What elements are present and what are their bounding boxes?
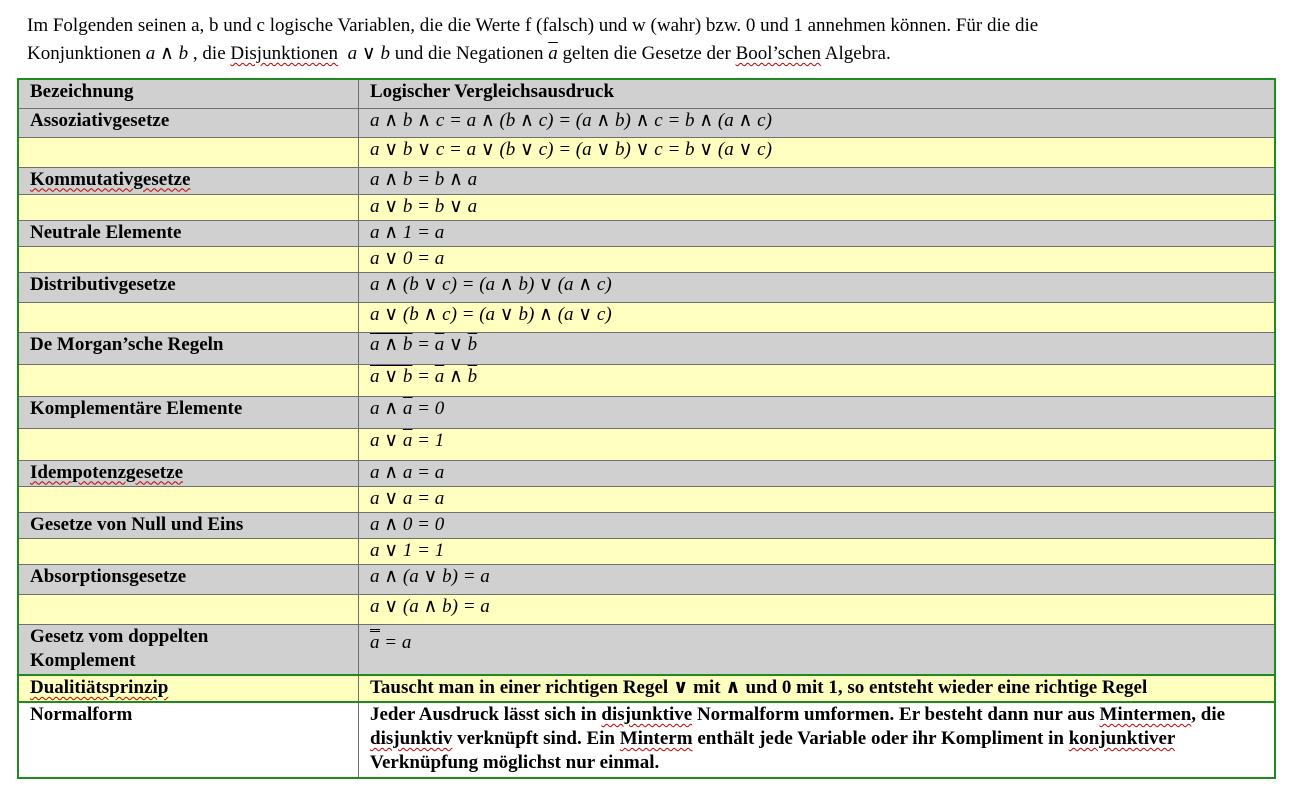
table-row	[18, 302, 1275, 332]
intro-text-4: und die Negationen	[389, 43, 549, 64]
law-name: Assoziativgesetze	[18, 108, 359, 137]
table-row	[18, 364, 1275, 396]
law-expression: a ∨ 1 = 1	[359, 538, 1276, 564]
law-name: Normalform	[18, 702, 359, 778]
text-run: disjunktiv	[370, 728, 453, 749]
overlined-term: a ∧ b	[370, 333, 413, 355]
table-row	[18, 246, 1275, 272]
normalform-text	[359, 702, 1276, 778]
law-name	[18, 428, 359, 460]
table-row	[18, 137, 1275, 167]
table-row	[18, 486, 1275, 512]
law-expression	[359, 624, 1276, 675]
law-expression: a ∧ 0 = 0	[359, 512, 1276, 538]
law-expression: a ∨ b = b ∨ a	[359, 194, 1276, 220]
law-expression: a ∨ b ∨ c = a ∨ (b ∨ c) = (a ∨ b) ∨ c = b ∨ (a ∨ c)	[359, 137, 1276, 167]
text-run: Mintermen	[1099, 704, 1192, 725]
disjunktionen-word: Disjunktionen	[230, 43, 339, 64]
law-name-text: Kommutativgesetze	[30, 168, 191, 190]
negated-a: $\overline{a}$	[434, 333, 445, 355]
law-name	[18, 246, 359, 272]
table-row	[18, 564, 1275, 594]
negated-b: $\overline{b}$	[467, 333, 478, 355]
table-row	[18, 594, 1275, 624]
text-run: konjunktiver	[1068, 728, 1175, 749]
table-row	[18, 332, 1275, 364]
expr-post: = 0	[412, 397, 445, 419]
negated-a: $\overline{a}$	[402, 429, 413, 451]
law-expression: a ∧ (a ∨ b) = a	[359, 564, 1276, 594]
law-name-text: Dualitiätsprinzip	[30, 677, 169, 698]
boolean-laws-table	[17, 78, 1276, 779]
law-name-line2: Komplement	[30, 649, 136, 671]
law-name: Absorptionsgesetze	[18, 564, 359, 594]
text-run: Jeder Ausdruck lässt sich in	[370, 704, 602, 725]
negation-formula: $\overline{a}$	[548, 43, 558, 64]
law-expression: a ∨ a = a	[359, 486, 1276, 512]
law-expression: a ∨ (a ∧ b) = a	[359, 594, 1276, 624]
text-run: verknüpft sind. Ein	[452, 728, 620, 749]
operator: ∧	[444, 365, 468, 387]
expr-post: = 1	[412, 429, 445, 451]
expr-pre: a ∧	[370, 397, 403, 419]
law-expression: a ∧ 1 = a	[359, 220, 1276, 246]
table-row	[18, 396, 1275, 428]
expr-pre: a ∨	[370, 429, 403, 451]
intro-text-2: Konjunktionen	[27, 43, 146, 64]
law-name	[18, 594, 359, 624]
table-row	[18, 108, 1275, 137]
law-expression: Tauscht man in einer richtigen Regel ∨ mit ∧ und 0 mit 1, so entsteht wieder eine richtige Regel	[359, 675, 1276, 702]
law-name	[18, 137, 359, 167]
law-name	[18, 194, 359, 220]
overlined-term: a ∨ b	[370, 365, 413, 387]
law-name	[18, 302, 359, 332]
law-name	[18, 486, 359, 512]
law-expression: a ∧ (b ∨ c) = (a ∧ b) ∨ (a ∧ c)	[359, 272, 1276, 302]
law-name-text: Idempotenzgesetze	[30, 461, 184, 483]
negated-a: $\overline{a}$	[434, 365, 445, 387]
law-name: Neutrale Elemente	[18, 220, 359, 246]
duality-row	[18, 675, 1275, 702]
intro-text-5: gelten die Gesetze der	[557, 43, 736, 64]
negated-b: $\overline{b}$	[467, 365, 478, 387]
disjunction-formula: a ∨ b	[347, 43, 390, 64]
law-expression: a ∨ 0 = a	[359, 246, 1276, 272]
operator: ∨	[444, 333, 468, 355]
text-run: Normalform umformen. Er besteht dann nur aus	[692, 704, 1100, 725]
law-name	[18, 538, 359, 564]
law-expression	[359, 428, 1276, 460]
table-row	[18, 272, 1275, 302]
law-name	[18, 460, 359, 486]
table-row	[18, 220, 1275, 246]
table-row	[18, 460, 1275, 486]
table-row	[18, 428, 1275, 460]
law-expression: a ∧ b = b ∧ a	[359, 167, 1276, 194]
table-row	[18, 167, 1275, 194]
law-expression: a ∨ (b ∧ c) = (a ∨ b) ∧ (a ∨ c)	[359, 302, 1276, 332]
law-expression: a ∨ $b = \overline{a}$ ∧ $\overline{b}$	[359, 364, 1276, 396]
expr-post: = a	[379, 631, 412, 653]
law-expression: a ∧ $b = \overline{a}$ ∨ $\overline{b}$	[359, 332, 1276, 364]
law-expression	[359, 396, 1276, 428]
law-expression: a ∧ b ∧ c = a ∧ (b ∧ c) = (a ∧ b) ∧ c = b ∧ (a ∧ c)	[359, 108, 1276, 137]
conjunction-formula: a ∧ b	[145, 43, 189, 64]
table-row	[18, 538, 1275, 564]
law-name-line1: Gesetz vom doppelten	[30, 625, 209, 647]
law-name	[18, 675, 359, 702]
text-run: disjunktive	[601, 704, 693, 725]
boolschen-word: Bool’schen	[735, 43, 822, 64]
normalform-row	[18, 702, 1275, 778]
double-negated-a: a	[370, 629, 380, 653]
law-name: Komplementäre Elemente	[18, 396, 359, 428]
law-name	[18, 624, 359, 675]
text-run: Minterm	[619, 728, 693, 749]
negated-a: $\overline{a}$	[402, 397, 413, 419]
law-name	[18, 167, 359, 194]
table-row	[18, 512, 1275, 538]
table-header-row	[18, 79, 1275, 108]
law-expression: a ∧ a = a	[359, 460, 1276, 486]
table-row	[18, 624, 1275, 675]
intro-text-3: , die	[188, 43, 231, 64]
header-bezeichnung: Bezeichnung	[18, 79, 359, 108]
law-name	[18, 364, 359, 396]
intro-paragraph	[27, 12, 1287, 68]
text-run: enthält jede Variable oder ihr Kompliment in	[692, 728, 1069, 749]
law-name: Gesetze von Null und Eins	[18, 512, 359, 538]
table-row	[18, 194, 1275, 220]
header-ausdruck: Logischer Vergleichsausdruck	[359, 79, 1276, 108]
intro-text-6: Algebra.	[821, 43, 891, 64]
intro-text-1: Im Folgenden seinen a, b und c logische Variablen, die die Werte f (falsch) und w (wahr) bzw. 0 und 1 annehmen können. Für die die	[27, 15, 1039, 36]
text-run: , die	[1191, 704, 1226, 725]
text-run: Verknüpfung möglichst nur einmal.	[370, 752, 660, 773]
law-name: Distributivgesetze	[18, 272, 359, 302]
law-name: De Morgan’sche Regeln	[18, 332, 359, 364]
